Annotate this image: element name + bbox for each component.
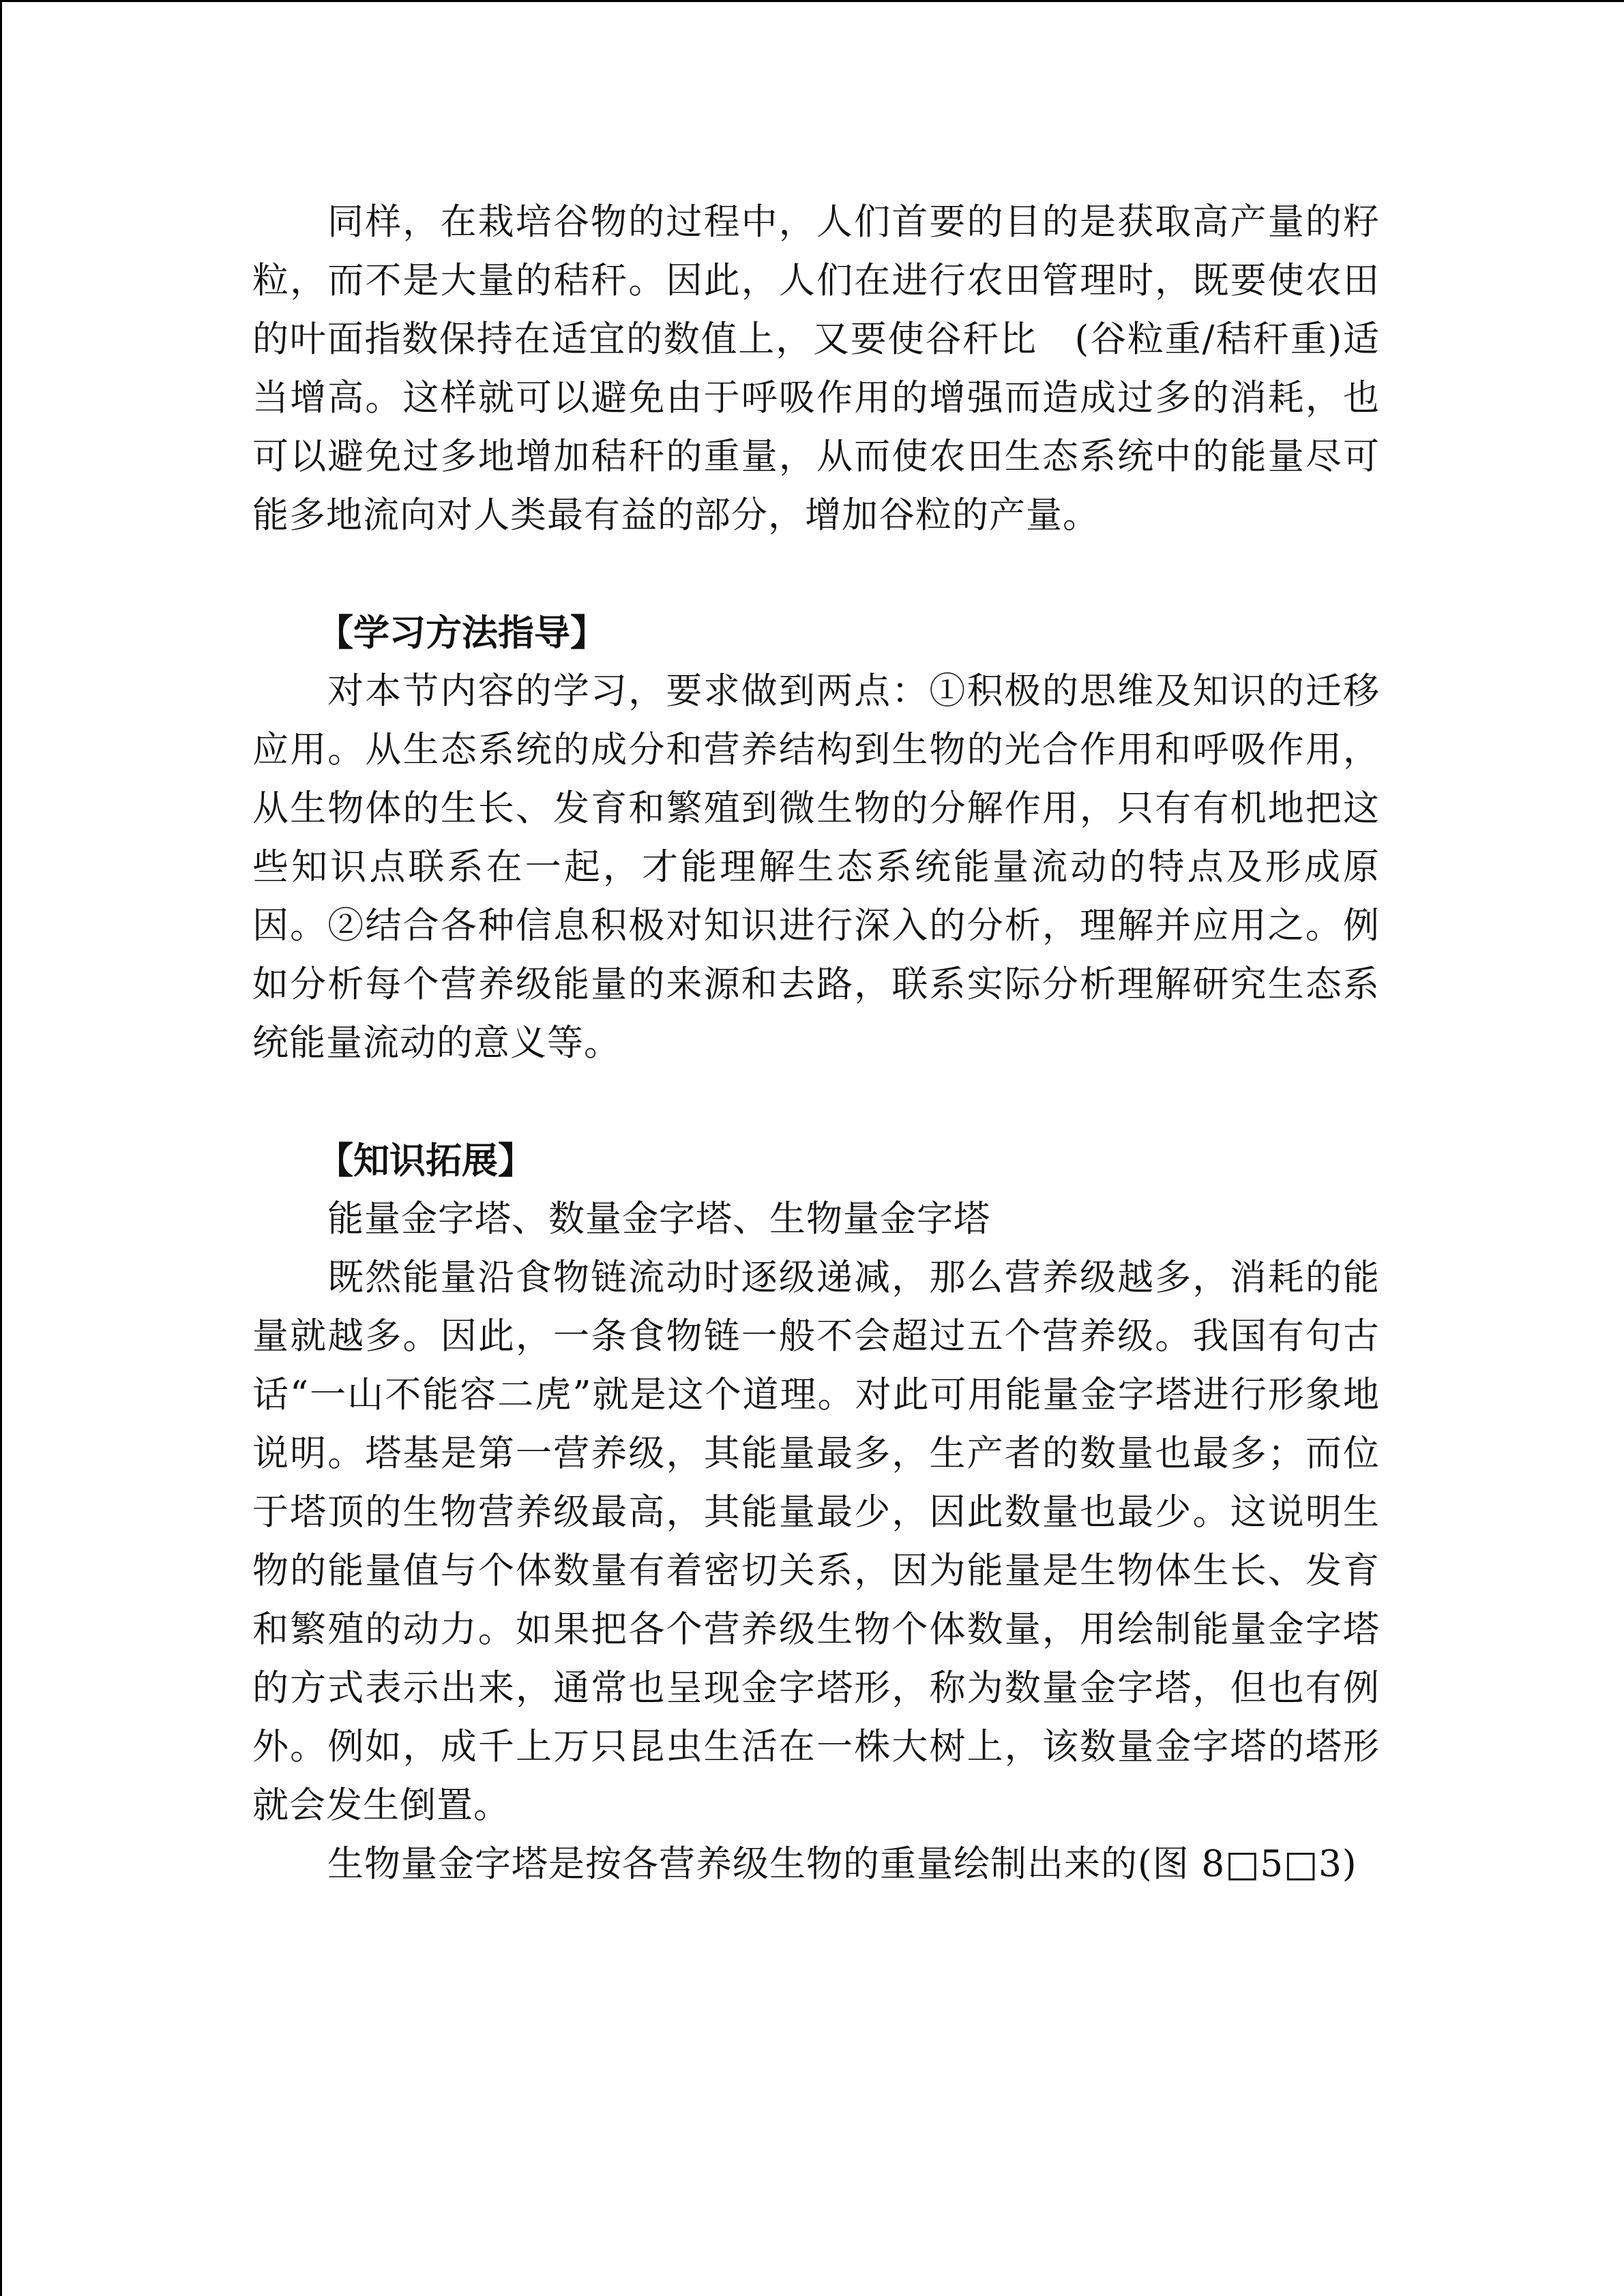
document-body [252, 193, 1380, 1894]
paragraph-learning-method: 对本节内容的学习，要求做到两点：①积极的思维及知识的迁移应用。从生态系统的成分和营养结构到生物的光合作用和呼吸作用，从生物体的生长、发育和繁殖到微生物的分解作用，只有有机地把这些知识点联系在一起，才能理解生态系统能量流动的特点及形成原因。②结合各种信息积极对知识进行深入的分析，理解并应用之。例如分析每个营养级能量的来源和去路，联系实际分析理解研究生态系统能量流动的意义等。 [252, 670, 1380, 1064]
pyramid-subtitle: 能量金字塔、数量金字塔、生物量金字塔 [327, 1198, 990, 1240]
heading-knowledge-extension: 【知识拓展】 [317, 1139, 534, 1182]
paragraph-biomass-pyramid: 生物量金字塔是按各营养级生物的重量绘制出来的(图 8□5□3) [327, 1843, 1357, 1885]
paragraph-cultivation: 同样，在栽培谷物的过程中，人们首要的目的是获取高产量的籽粒，而不是大量的秸秆。因此，人们在进行农田管理时，既要使农田的叶面指数保持在适宜的数值上，又要使谷秆比 (谷粒重/秸秆重)适当增高。这样就可以避免由于呼吸作用的增强而造成过多的消耗，也可以避免过多地增加秸秆的重量，从而使农田生态系统中的能量尽可能多地流向对人类最有益的部分，增加谷粒的产量。 [252, 201, 1380, 536]
paragraph-energy-pyramid: 既然能量沿食物链流动时逐级递减，那么营养级越多，消耗的能量就越多。因此，一条食物链一般不会超过五个营养级。我国有句古话“一山不能容二虎”就是这个道理。对此可用能量金字塔进行形象地说明。塔基是第一营养级，其能量最多，生产者的数量也最多；而位于塔顶的生物营养级最高，其能量最少，因此数量也最少。这说明生物的能量值与个体数量有着密切关系，因为能量是生物体生长、发育和繁殖的动力。如果把各个营养级生物个体数量，用绘制能量金字塔的方式表示出来，通常也呈现金字塔形，称为数量金字塔，但也有例外。例如，成千上万只昆虫生活在一株大树上，该数量金字塔的塔形就会发生倒置。 [252, 1257, 1380, 1826]
heading-learning-method: 【学习方法指导】 [317, 612, 606, 654]
